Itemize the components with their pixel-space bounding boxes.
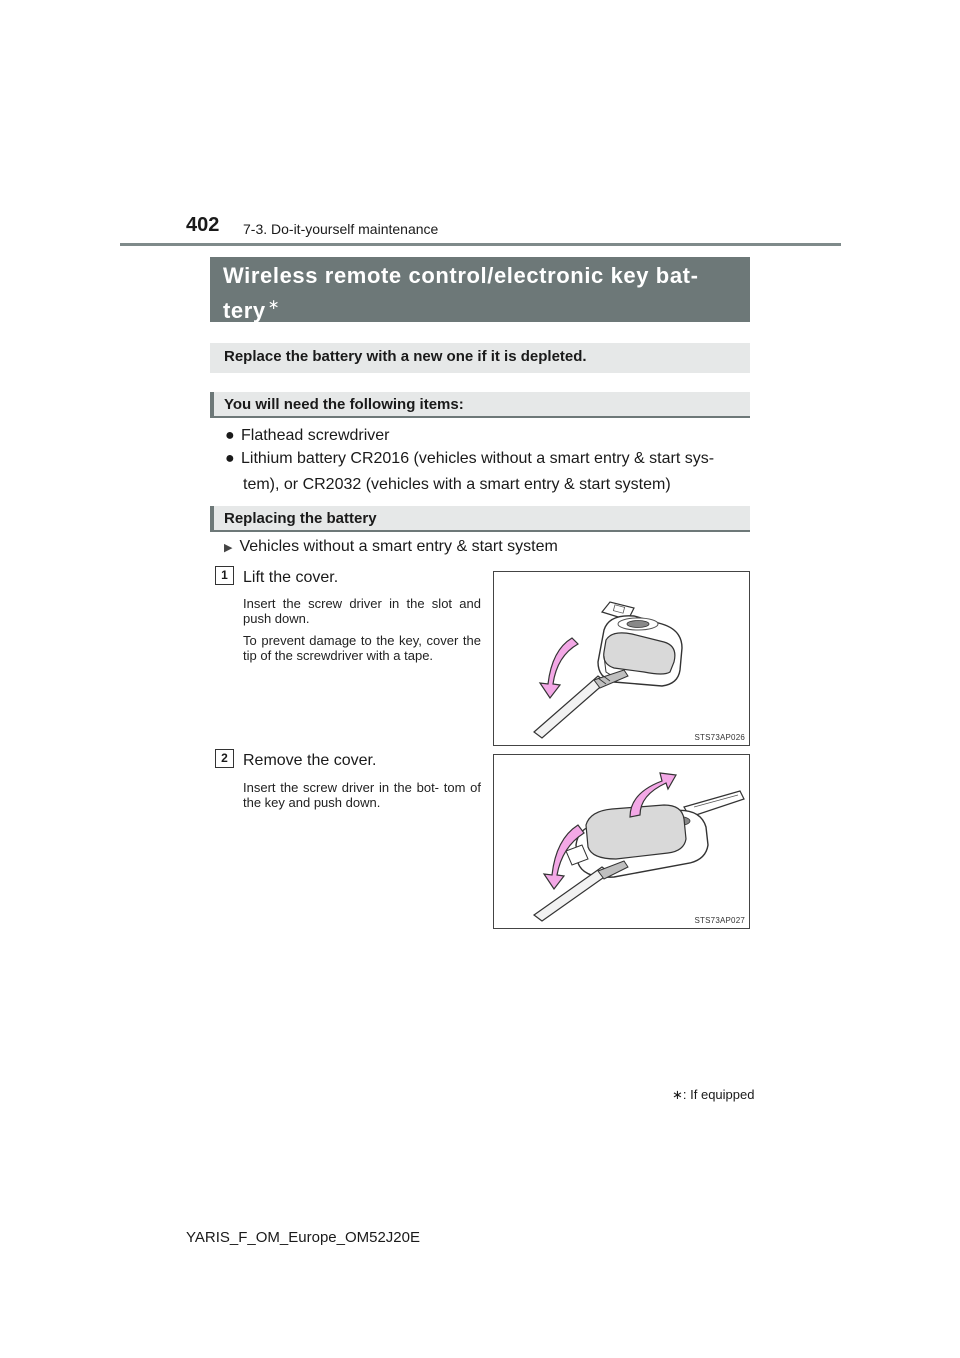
- figure-code: STS73AP026: [694, 733, 745, 742]
- list-item-text-cont: tem), or CR2032 (vehicles with a smart entry & start system): [243, 476, 671, 493]
- replacing-heading: Replacing the battery: [210, 506, 750, 532]
- page-number: 402: [186, 214, 220, 236]
- step-2-description: [243, 780, 481, 817]
- step-1-desc-1: Insert the screw driver in the slot and push down.: [243, 596, 481, 626]
- figure-remove-cover: [493, 754, 750, 929]
- footer-document-id: YARIS_F_OM_Europe_OM52J20E: [186, 1229, 421, 1246]
- footnote: [672, 1087, 754, 1103]
- step-1-description: [243, 596, 481, 670]
- intro-note: Replace the battery with a new one if it is depleted.: [210, 343, 750, 373]
- asterisk-icon: ∗: [672, 1087, 683, 1102]
- step-2-desc-1: Insert the screw driver in the bot- tom of the key and push down.: [243, 780, 481, 810]
- bullet-icon: ●: [225, 450, 235, 467]
- title-line-2: [223, 290, 737, 325]
- title-line-1: Wireless remote control/electronic key bat-: [223, 263, 699, 288]
- page-title: [210, 257, 750, 322]
- footnote-text: : If equipped: [682, 1087, 755, 1102]
- step-1-title: Lift the cover.: [243, 569, 339, 586]
- section-label: 7-3. Do-it-yourself maintenance: [243, 221, 439, 237]
- list-item-text: Lithium battery CR2016 (vehicles without a smart entry & start sys-: [241, 450, 715, 467]
- step-number-1: 1: [215, 566, 234, 585]
- asterisk-icon: ∗: [267, 296, 281, 312]
- list-item: [225, 447, 745, 497]
- step-1-desc-2: To prevent damage to the key, cover the tip of the screwdriver with a tape.: [243, 633, 481, 663]
- title-line-2-text: tery: [223, 298, 266, 323]
- key-lift-illustration: [494, 572, 749, 745]
- header-rule: [120, 243, 841, 246]
- triangle-right-icon: ▶: [224, 542, 233, 554]
- condition-label: [224, 538, 558, 556]
- step-number-2: 2: [215, 749, 234, 768]
- list-item-text: Flathead screwdriver: [241, 427, 390, 444]
- key-remove-illustration: [494, 755, 749, 928]
- step-2-title: Remove the cover.: [243, 752, 377, 769]
- list-item: [225, 424, 745, 448]
- figure-lift-cover: [493, 571, 750, 746]
- bullet-icon: ●: [225, 427, 235, 444]
- condition-text: Vehicles without a smart entry & start system: [239, 538, 558, 555]
- items-heading: You will need the following items:: [210, 392, 750, 418]
- figure-code: STS73AP027: [694, 916, 745, 925]
